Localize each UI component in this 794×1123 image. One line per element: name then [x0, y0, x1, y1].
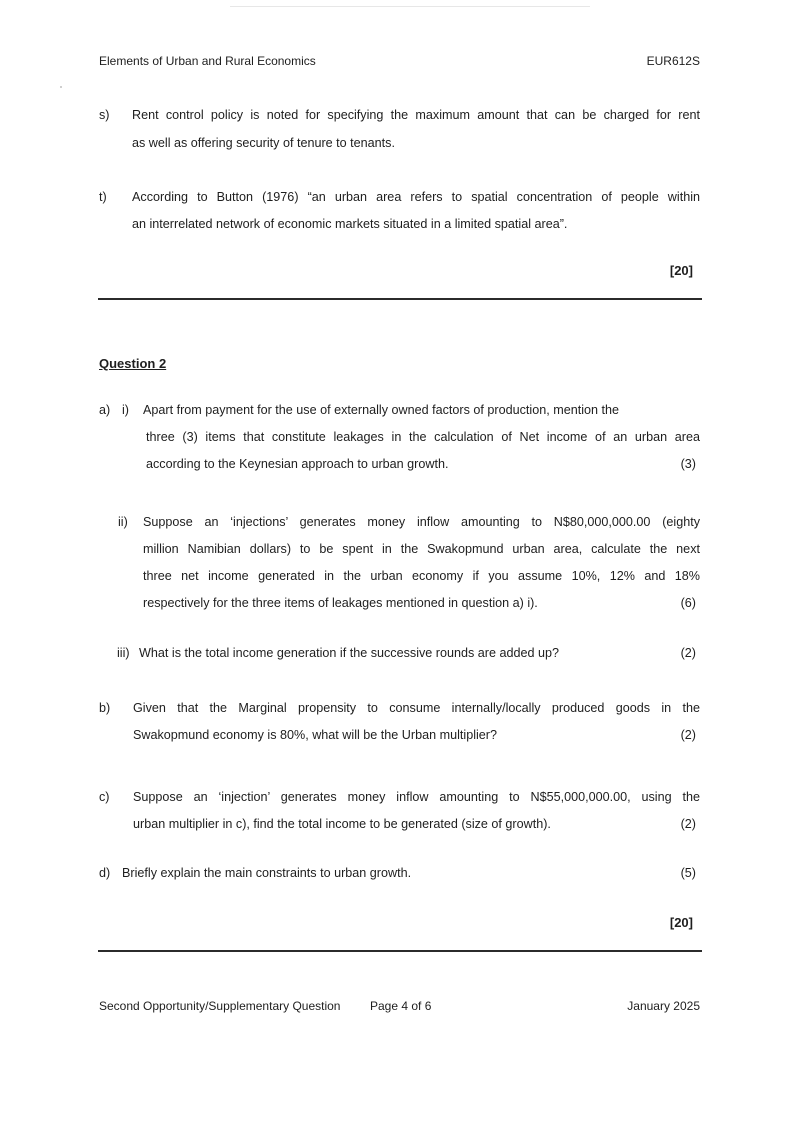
marks: (6)	[680, 596, 696, 610]
question2-title: Question 2	[99, 356, 167, 371]
marks: (3)	[680, 457, 696, 471]
footer-exam-type: Second Opportunity/Supplementary Question	[99, 999, 341, 1013]
marks: (2)	[680, 728, 696, 742]
item-text-line: an interrelated network of economic markets situated in a limited spatial area”.	[132, 217, 568, 231]
item-text-line: What is the total income generation if the successive rounds are added up?	[139, 646, 560, 660]
subpart-label-i: i)	[122, 403, 129, 417]
item-text-line: Rent control policy is noted for specifying the maximum amount that can be charged for rent	[132, 108, 700, 122]
item-text-line: urban multiplier in c), find the total income to be generated (size of growth).	[133, 817, 551, 831]
item-text-line: million Namibian dollars) to be spent in the Swakopmund urban area, calculate the next	[143, 542, 700, 556]
item-label: t)	[99, 190, 107, 204]
subpart-label-ii: ii)	[118, 515, 128, 529]
question2-total-marks: [20]	[669, 915, 693, 930]
item-text-line: three net income generated in the urban economy if you assume 10%, 12% and 18%	[143, 569, 700, 583]
item-text-line: Briefly explain the main constraints to urban growth.	[122, 866, 412, 880]
scan-artifact	[60, 86, 62, 88]
item-text-line: Suppose an ‘injection’ generates money inflow amounting to N$55,000,000.00, using the	[133, 790, 700, 804]
item-text-line: respectively for the three items of leakages mentioned in question a) i).	[143, 596, 538, 610]
item-text-line: Apart from payment for the use of externally owned factors of production, mention the	[143, 403, 620, 417]
course-title: Elements of Urban and Rural Economics	[99, 54, 316, 68]
subpart-label-iii: iii)	[117, 646, 130, 660]
question1-total-marks: [20]	[669, 263, 693, 278]
item-text-line: According to Button (1976) “an urban area refers to spatial concentration of people within	[132, 190, 700, 204]
footer-date: January 2025	[627, 999, 700, 1013]
part-label-c: c)	[99, 790, 110, 804]
section-divider	[98, 298, 702, 300]
item-label: s)	[99, 108, 110, 122]
item-text-line: Given that the Marginal propensity to consume internally/locally produced goods in the	[133, 701, 700, 715]
item-text-line: as well as offering security of tenure to tenants.	[132, 136, 395, 150]
marks: (5)	[680, 866, 696, 880]
course-code: EUR612S	[646, 54, 700, 68]
item-text-line: Suppose an ‘injections’ generates money inflow amounting to N$80,000,000.00 (eighty	[143, 515, 700, 529]
part-label-a: a)	[99, 403, 111, 417]
section-divider	[98, 950, 702, 952]
scan-artifact	[230, 6, 590, 7]
marks: (2)	[680, 817, 696, 831]
item-text-line: according to the Keynesian approach to urban growth.	[146, 457, 449, 471]
part-label-b: b)	[99, 701, 111, 715]
item-text-line: three (3) items that constitute leakages in the calculation of Net income of an urban area	[146, 430, 700, 444]
marks: (2)	[680, 646, 696, 660]
part-label-d: d)	[99, 866, 111, 880]
footer-page-number: Page 4 of 6	[370, 999, 432, 1013]
item-text-line: Swakopmund economy is 80%, what will be the Urban multiplier?	[133, 728, 497, 742]
